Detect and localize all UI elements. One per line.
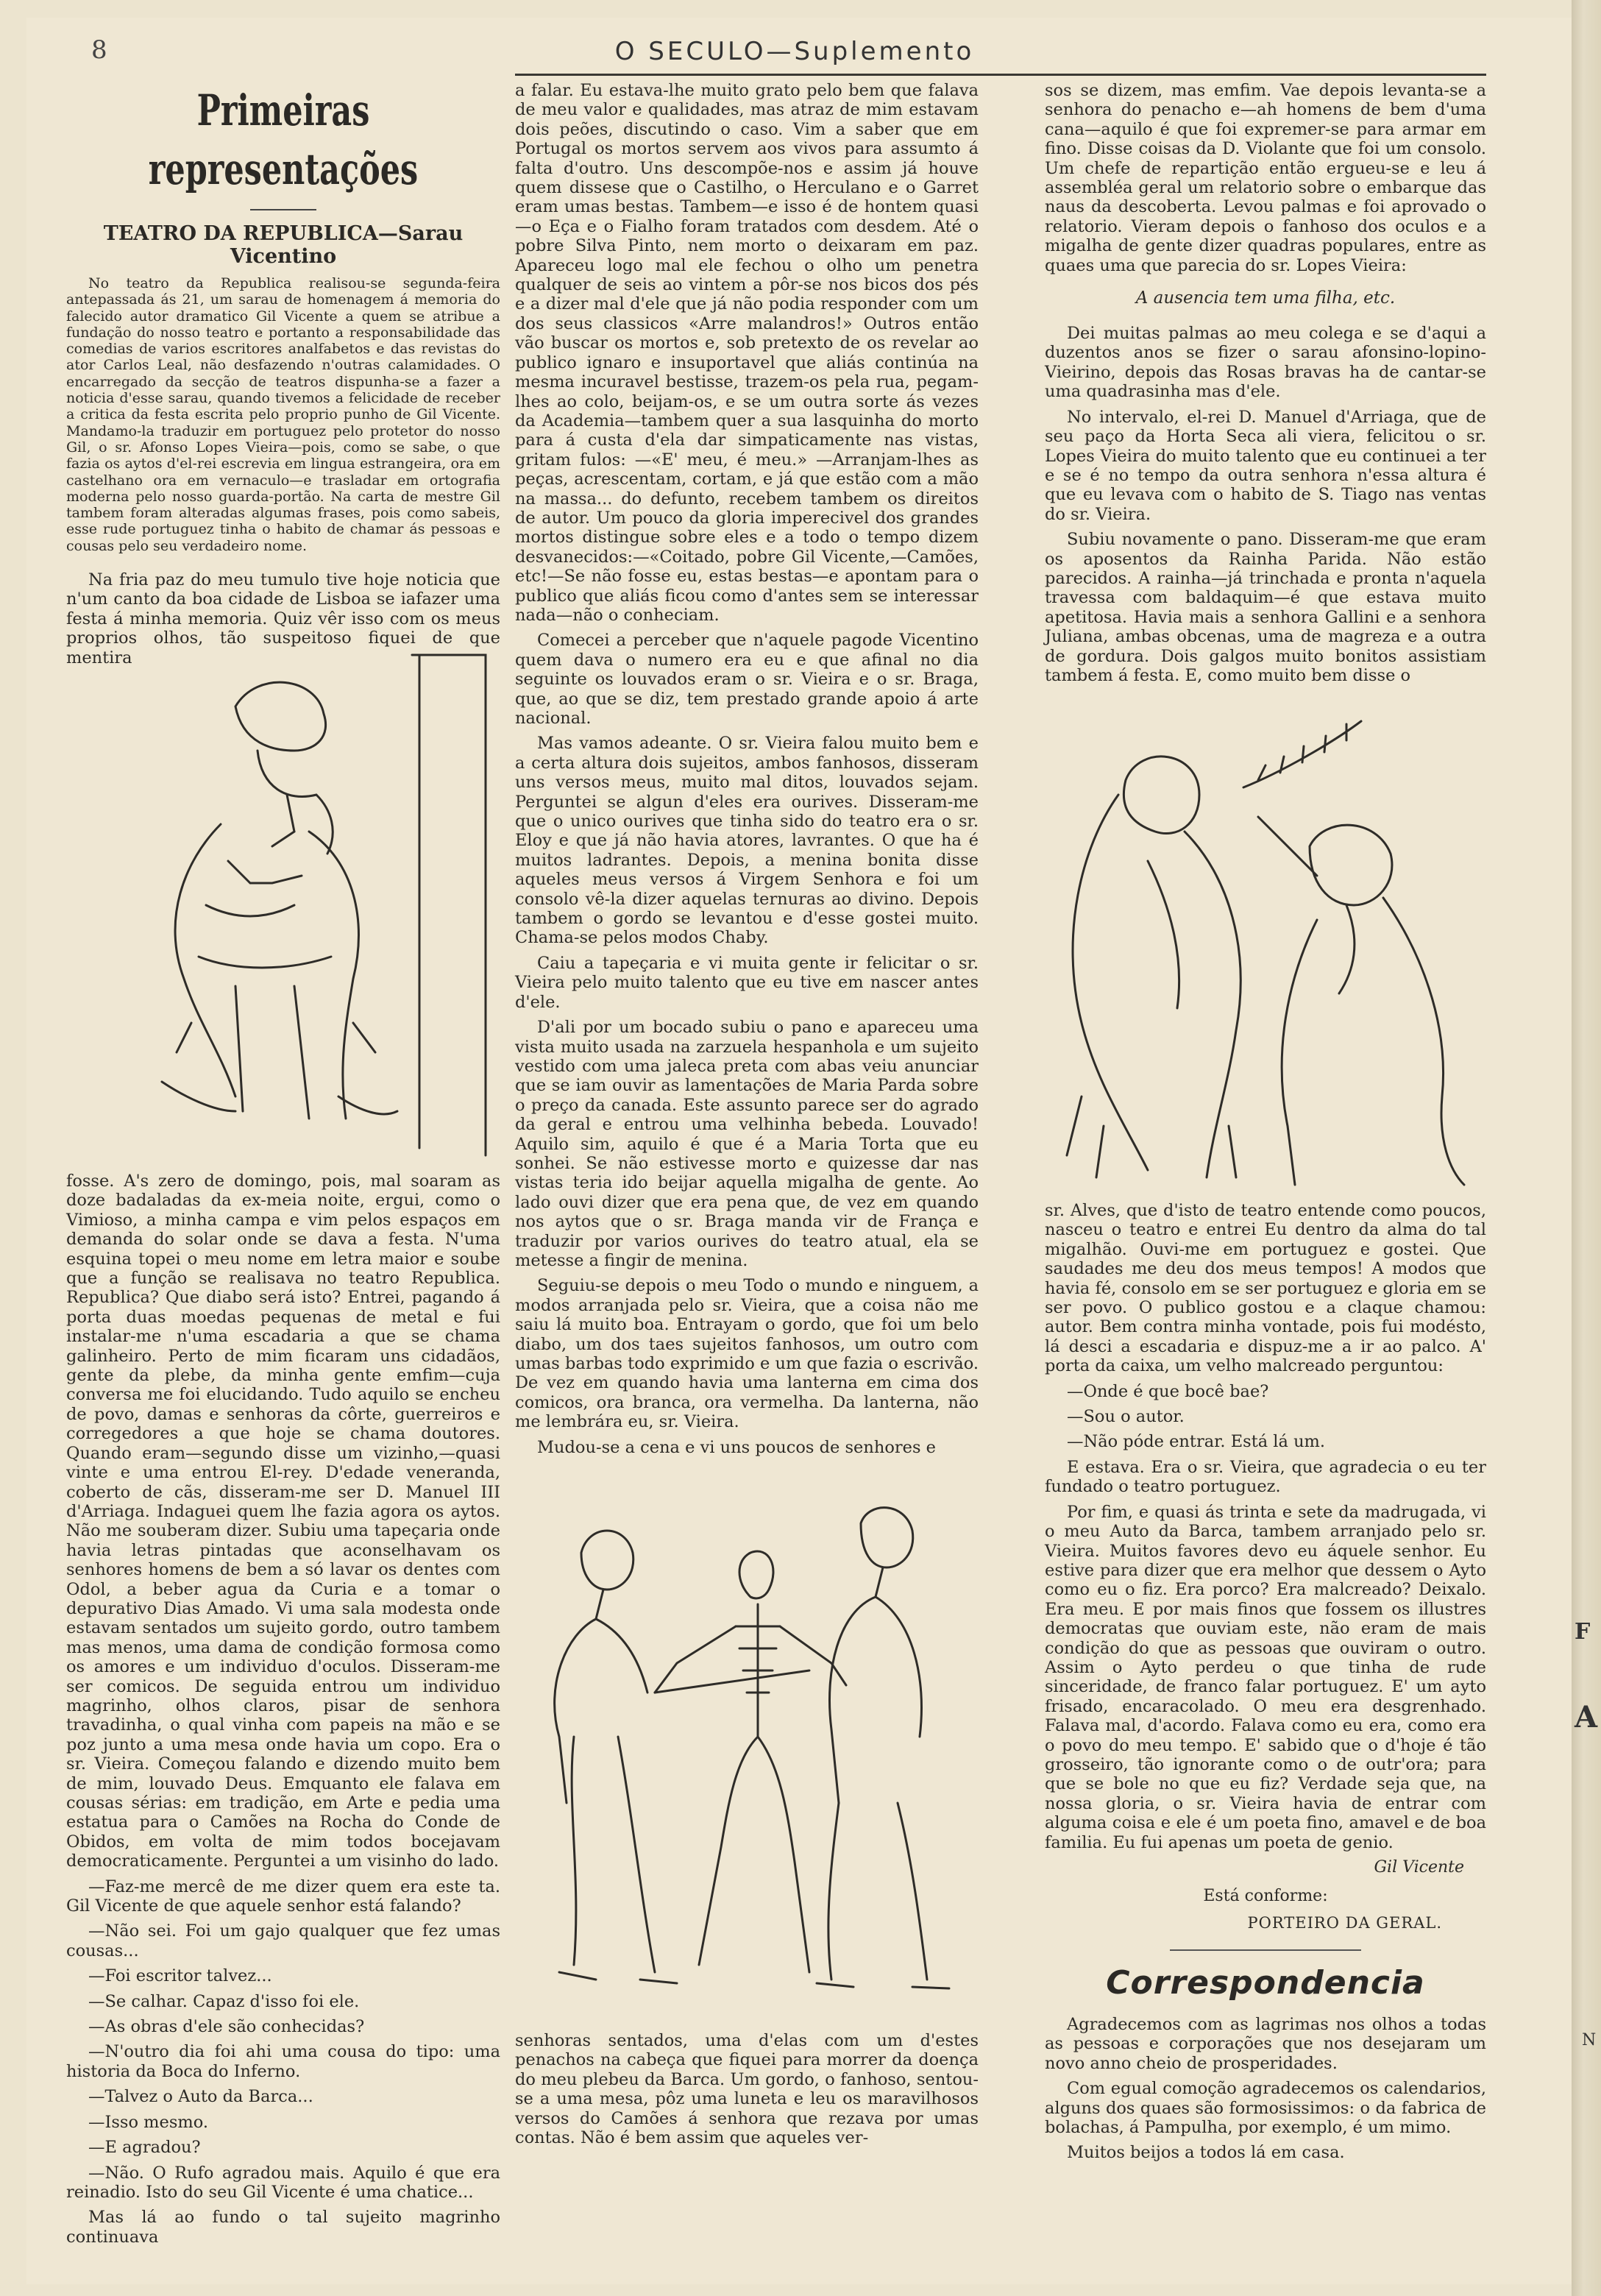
dialogue-line: —Não póde entrar. Está lá um.	[1067, 1432, 1326, 1452]
verse-quote: A ausencia tem uma filha, etc.	[1135, 288, 1396, 308]
paragraph: sr. Alves, que d'isto de teatro entende como poucos, nasceu o teatro e entrei Eu dentro da alma do tal migalhão. Ouvi-me em portuguez e gostei. Que saudades me deu dos meus tempos! A modos que havia fé, consolo em se ser portuguez e gloria em se ser povo. O publico gostou e a claque chamou: autor. Bem contra minha vontade, pois fui modésto, lá desci a escadaria e dispuz-me a ir ao palco. A' porta da caixa, um velho malcreado perguntou:	[1045, 1201, 1486, 1376]
dialogue-line: —Sou o autor.	[1067, 1407, 1185, 1427]
paragraph: Mudou-se a cena e vi uns poucos de senhores e	[537, 1437, 936, 1457]
ornament-rule	[1170, 1949, 1361, 1951]
column-2	[515, 81, 979, 1479]
paragraph: a falar. Eu estava-lhe muito grato pelo bem que falava de meu valor e qualidades, mas atraz de mim estavam dois peões, discutindo o caso. Vim a saber que em Portugal os mortos servem aos vivos para assumto á falta d'outro. Uns descompõe-nos e assim já houve quem dissese que o Castilho, o Herculano e o Garret eram umas bestas. Tambem—e isso é de hontem quasi—o Eça e o Fialho foram tratados com desdem. Até o pobre Silva Pinto, nem morto o deixaram em paz. Apareceu logo mal ele fechou o olho um penetra qualquer de seis ao vintem a pôr-se nos bicos dos pés e a dizer mal d'ele que já não podia responder com um dos seus classicos «Arre malandros!» Outros então vão buscar os mortos e, sob pretexto de os revelar ao publico ignaro e insuportavel que aliás continúa na mesma incuravel bestisse, trazem-os pela rua, pegam-lhes ao colo, beijam-os, e se um outra sorte ás vezes da Academia—tambem quer a sua lasquinha do morto para á custa d'ela dar simpaticamente nas vistas, gritam fulos: —«E' meu, é meu.» —Arranjam-lhes as peças, acrescentam, cortam, e já que estão com a mão na massa... do defunto, recebem tambem os direitos de autor. Um pouco da gloria imperecivel dos grandes mortos distingue sobre eles e a todo o tempo dizem desvanecidos:—«Coitado, pobre Gil Vicente,—Camões, etc!—Se não fosse eu, estas bestas—e apontam para o publico que aliás ficou como d'antes sem se interessar nada—não o conheciam.	[515, 81, 979, 625]
running-title: O SECULO—Suplemento	[614, 37, 975, 66]
dialogue-line: —Isso mesmo.	[88, 2112, 209, 2132]
dialogue-line: —Se calhar. Capaz d'isso foi ele.	[88, 1991, 360, 2011]
adjacent-page-edge	[1572, 0, 1601, 2296]
intro-block	[66, 275, 500, 554]
headline-rule	[250, 209, 316, 210]
paragraph: Muitos beijos a todos lá em casa.	[1067, 2143, 1345, 2163]
correspondence-title: Correspondencia	[1106, 1964, 1425, 2002]
author-signature: Gil Vicente	[1374, 1858, 1464, 1877]
skeleton-scene-sketch	[515, 1494, 979, 2024]
paragraph: fosse. A's zero de domingo, pois, mal soaram as doze badaladas da ex-meia noite, ergui, como o Vimioso, a minha campa e vim pelos espaços em demanda do solar onde se dava a festa. N'uma esquina topei o meu nome em letra maior e soube que a função se realisava no teatro Republica. Republica? Que diabo será isto? Entrei, pagando á porta duas moedas pequenas de metal e fui instalar-me n'uma escadaria a que se chama galinheiro. Perto de mim ficaram uns cidadãos, gente da plebe, da minha gente emfim—cuja conversa me foi elucidando. Tudo aquilo se encheu de povo, damas e senhoras da côrte, guerreiros e corregedores a que hoje se chama doutores. Quando eram—segundo disse um vizinho,—quasi vinte e uma entrou El-rey. D'edade veneranda, coberto de cãs, disseram-me ser D. Manuel III d'Arriaga. Indaguei quem lhe fazia agora os aytos. Não me souberam dizer. Subiu uma tapeçaria onde havia letras pintadas que aconselhavam os senhores homens de bem a só lavar os dentes com Odol, a beber agua da Curia e a tomar o depurativo Dias Amado. Vi uma sala modesta onde estavam sentados um sujeito gordo, outro tambem mas menos, uma dama de condição formosa como os amores e um individuo d'oculos. Disseram-me ser comicos. De seguida entrou um individuo magrinho, olhos claros, pisar de senhora travadinha, o qual vinha com papeis na mão e se poz junto a uma mesa onde havia um copo. Era o sr. Vieira. Começou falando e dizendo muito bem de mim, louvado Deus. Emquanto ele falava em cousas sérias: em tradição, em Arte e pedia uma estatua para o Camões na Rocha do Conde de Obidos, em volta de mim todos bocejavam democraticamente. Perguntei a um visinho do lado.	[66, 1172, 500, 1871]
column-3	[1045, 81, 1486, 706]
dialogue-line: —Não sei. Foi um gajo qualquer que fez umas cousas...	[66, 1921, 500, 1960]
paragraph: Na fria paz do meu tumulo tive hoje noticia que n'um canto da boa cidade de Lisboa se iafazer uma festa á minha memoria. Quiz vêr isso com os meus proprios olhos, tão suspeitoso fiquei de que mentira	[66, 570, 500, 667]
paragraph: E estava. Era o sr. Vieira, que agradecia o eu ter fundado o teatro portuguez.	[1045, 1457, 1486, 1497]
adjacent-page-fragment: N	[1582, 2031, 1597, 2049]
dialogue-line: —E agradou?	[88, 2138, 201, 2158]
paragraph: Seguiu-se depois o meu Todo o mundo e ninguem, a modos arranjada pelo sr. Vieira, que a coisa não me saiu lá muito boa. Entrayam o gordo, que foi um belo diabo, um dos taes sujeitos fanhosos, um outro com umas barbas todo exprimido e um que fazia o escrivão. De vez em quando havia uma lanterna em cima dos comicos, ora branca, ora vermelha. Da lanterna, não me lembrára eu, sr. Vieira.	[515, 1276, 979, 1432]
adjacent-page-fragment: A	[1575, 1700, 1598, 1735]
adjacent-page-fragment: F	[1575, 1619, 1591, 1645]
headline: Primeiras representações	[148, 85, 419, 194]
paragraph: Agradecemos com as lagrimas nos olhos a todas as pessoas e corporações que nos desejaram um novo anno cheio de prosperidades.	[1045, 2015, 1486, 2073]
dialogue-line: —Faz-me mercê de me dizer quem era este ta. Gil Vicente de que aquele senhor está falando?	[66, 1877, 500, 1916]
gil-vicente-sketch	[74, 640, 508, 1155]
illustration-laurel-crowning	[1037, 714, 1494, 1185]
dialogue-line: —Foi escritor talvez...	[88, 1966, 272, 1986]
dialogue-line: —As obras d'ele são conhecidas?	[88, 2017, 365, 2037]
paragraph: Caiu a tapeçaria e vi muita gente ir felicitar o sr. Vieira pelo muito talento que eu tive em nascer antes d'ele.	[515, 953, 979, 1012]
attest-by: PORTEIRO DA GERAL.	[1247, 1914, 1442, 1932]
paragraph: Mas lá ao fundo o tal sujeito magrinho continuava	[66, 2208, 500, 2247]
subheading: TEATRO DA REPUBLICA—Sarau Vicentino	[103, 222, 464, 268]
attest-line: Está conforme:	[1203, 1887, 1328, 1905]
dialogue-line: —Onde é que bocê bae?	[1067, 1381, 1269, 1401]
paragraph: Mas vamos adeante. O sr. Vieira falou muito bem e a certa altura dois sujeitos, ambos fanhosos, disseram uns versos meus, muito mal ditos, louvados sejam. Perguntei se algun d'eles era ourives. Disseram-me que o unico ourives que tinha sido do teatro era o sr. Eloy e que já não havia atores, lavrantes. O que ha é muitos ladrantes. Depois, a menina bonita disse aqueles meus versos á Virgem Senhora e foi um consolo vê-la dizer aquelas ternuras ao divino. Depois tambem o gordo se levantou e d'esse gostei muito. Chama-se pelos modos Chaby.	[515, 734, 979, 948]
paragraph: Por fim, e quasi ás trinta e sete da madrugada, vi o meu Auto da Barca, tambem arranjado pelo sr. Vieira. Muitos favores devo eu áquele senhor. Eu estive para dizer que era melhor que dessem o Ayto como eu o fiz. Era porco? Era malcreado? Deixalo. Era meu. E por mais finos que fossem os illustres democratas que ouviam este, não eram de mais condição do que as pessoas que ouviram o outro. Assim o Ayto perdeu o que tinha de rude sinceridade, de franco falar portuguez. E' um ayto frisado, encaracolado. O meu era desgrenhado. Falava mal, d'acordo. Falava como eu era, como era o povo do meu tempo. E' sabido que o d'hoje é tão grosseiro, tão ignorante como o de outr'ora; para que se bole no que eu fiz? Verdade seja que, na nossa gloria, o sr. Vieira havia de entrar com alguma coisa e ele é um poeta fino, amavel e de boa familia. Eu fui apenas um poeta de genio.	[1045, 1502, 1486, 1852]
header-rule	[515, 74, 1486, 76]
paragraph: Dei muitas palmas ao meu colega e se d'aqui a duzentos anos se fizer o sarau afonsino-lopino-Vieirino, depois das Rosas bravas ha de cantar-se uma quadrasinha mas d'ele.	[1045, 324, 1486, 402]
column-2-lower	[515, 2031, 979, 2164]
dialogue-line: —Talvez o Auto da Barca...	[88, 2087, 313, 2107]
running-header	[44, 35, 1545, 79]
paragraph: Subiu novamente o pano. Disseram-me que eram os aposentos da Rainha Parida. Não estão parecidos. A rainha—já trinchada e pronta n'aquela travessa com baldaquim—é que estava muito apetitosa. Havia mais a senhora Gallini e a senhora Juliana, ambas obcenas, uma de magreza e a outra de gordura. Dois galgos muito bonitos assistiam tambem á festa. E, como muito bem disse o	[1045, 530, 1486, 685]
paragraph: No intervalo, el-rei D. Manuel d'Arriaga, que de seu paço da Horta Seca ali viera, felicitou o sr. Lopes Vieira do muito talento que eu continuei a ter e se é no tempo da outra senhora n'essa altura é que eu levava com o habito de S. Tiago nas ventas do sr. Vieira.	[1045, 407, 1486, 524]
intro-paragraph: No teatro da Republica realisou-se segunda-feira antepassada ás 21, um sarau de homenagem á memoria do falecido autor dramatico Gil Vicente a quem se atribue a fundação do nosso teatro e portanto a responsabilidade das comedias de varios escritores analfabetos e das revistas do ator Carlos Leal, não desfazendo n'outras calamidades. O encarregado da secção de teatros dispunha-se a fazer a noticia d'esse sarau, quando tivemos a felicidade de receber a critica da festa escrita pelo proprio punho de Gil Vicente. Mandamo-la traduzir em portuguez pelo protetor do nosso Gil, o sr. Afonso Lopes Vieira—pois, como se sabe, o que fazia os aytos d'el-rei escrevia em lingua estrangeira, ora em castelhano ora em vernaculo—e trasladar em ortografia moderna pelo nosso guarda-portão. Na carta de mestre Gil tambem foram alteradas algumas frases, pois como sabeis, esse rude portuguez tinha o habito de chamar ás pessoas e cousas pelo seu verdadeiro nome.	[66, 275, 500, 554]
dialogue-line: —Não. O Rufo agradou mais. Aquilo é que era reinadio. Isto do seu Gil Vicente é uma chatice...	[66, 2163, 500, 2202]
dialogue-line: —N'outro dia foi ahi uma cousa do tipo: uma historia da Boca do Inferno.	[66, 2042, 500, 2081]
paragraph: Comecei a perceber que n'aquele pagode Vicentino quem dava o numero era eu e que afinal no dia seguinte os louvados eram o sr. Vieira e o sr. Braga, que, ao que se diz, tem prestado grande apoio á arte nacional.	[515, 631, 979, 728]
paragraph: Com egual comoção agradecemos os calendarios, alguns dos quaes são formosissimos: o da fabrica de bolachas, á Pampulha, por exemplo, é um mimo.	[1045, 2079, 1486, 2138]
paragraph: sos se dizem, mas emfim. Vae depois levanta-se a senhora do penacho e—ah homens de bem d'uma cana—aquilo é que foi expremer-se para armar em fino. Disse coisas da D. Violante que foi um consolo. Um chefe de repartição então ergueu-se e leu á assembléa geral um relatorio sobre o embarque das naus da descoberta. Levou palmas e foi aprovado o relatorio. Vieram depois o fanhoso dos oculos e a migalha de gente dizer quadras populares, entre as quaes uma que parecia do sr. Lopes Vieira:	[1045, 81, 1486, 275]
paragraph: senhoras sentados, uma d'elas com um d'estes penachos na cabeça que fiquei para morrer da doença do meu plebeu da Barca. Um gordo, o fanhoso, sentou-se a uma mesa, pôz uma luneta e leu os maravilhosos versos do Camões á senhora que rezava por umas contas. Não é bem assim que aqueles ver-	[515, 2031, 979, 2148]
illustration-dance-of-death	[515, 1494, 979, 2024]
laurel-scene-sketch	[1037, 714, 1494, 1185]
column-3-lower	[1045, 1201, 1486, 2246]
illustration-gil-vicente	[74, 640, 508, 1155]
paragraph: D'ali por um bocado subiu o pano e apareceu uma vista muito usada na zarzuela hespanhola e um sujeito vestido com uma jaleca preta com abas veiu anunciar que se iam ouvir as lamentações de Maria Parda sobre o preço da canada. Este assunto parece ser do agrado da geral e entrou uma velhinha bebeda. Louvado! Aquilo sim, aquilo é que é a Maria Torta que eu sonhei. Se não estivesse morto e quizesse dar nas vistas teria ido beijar aquella migalha de gente. Ao lado ouvi dizer que era pena que, de vez em quando nos aytos que o sr. Braga manda vir de França e traduzir por varios ourives do teatro atual, ela se metesse a fingir de menina.	[515, 1018, 979, 1270]
page-number: 8	[91, 35, 107, 65]
column-1-lower	[66, 1172, 500, 2247]
